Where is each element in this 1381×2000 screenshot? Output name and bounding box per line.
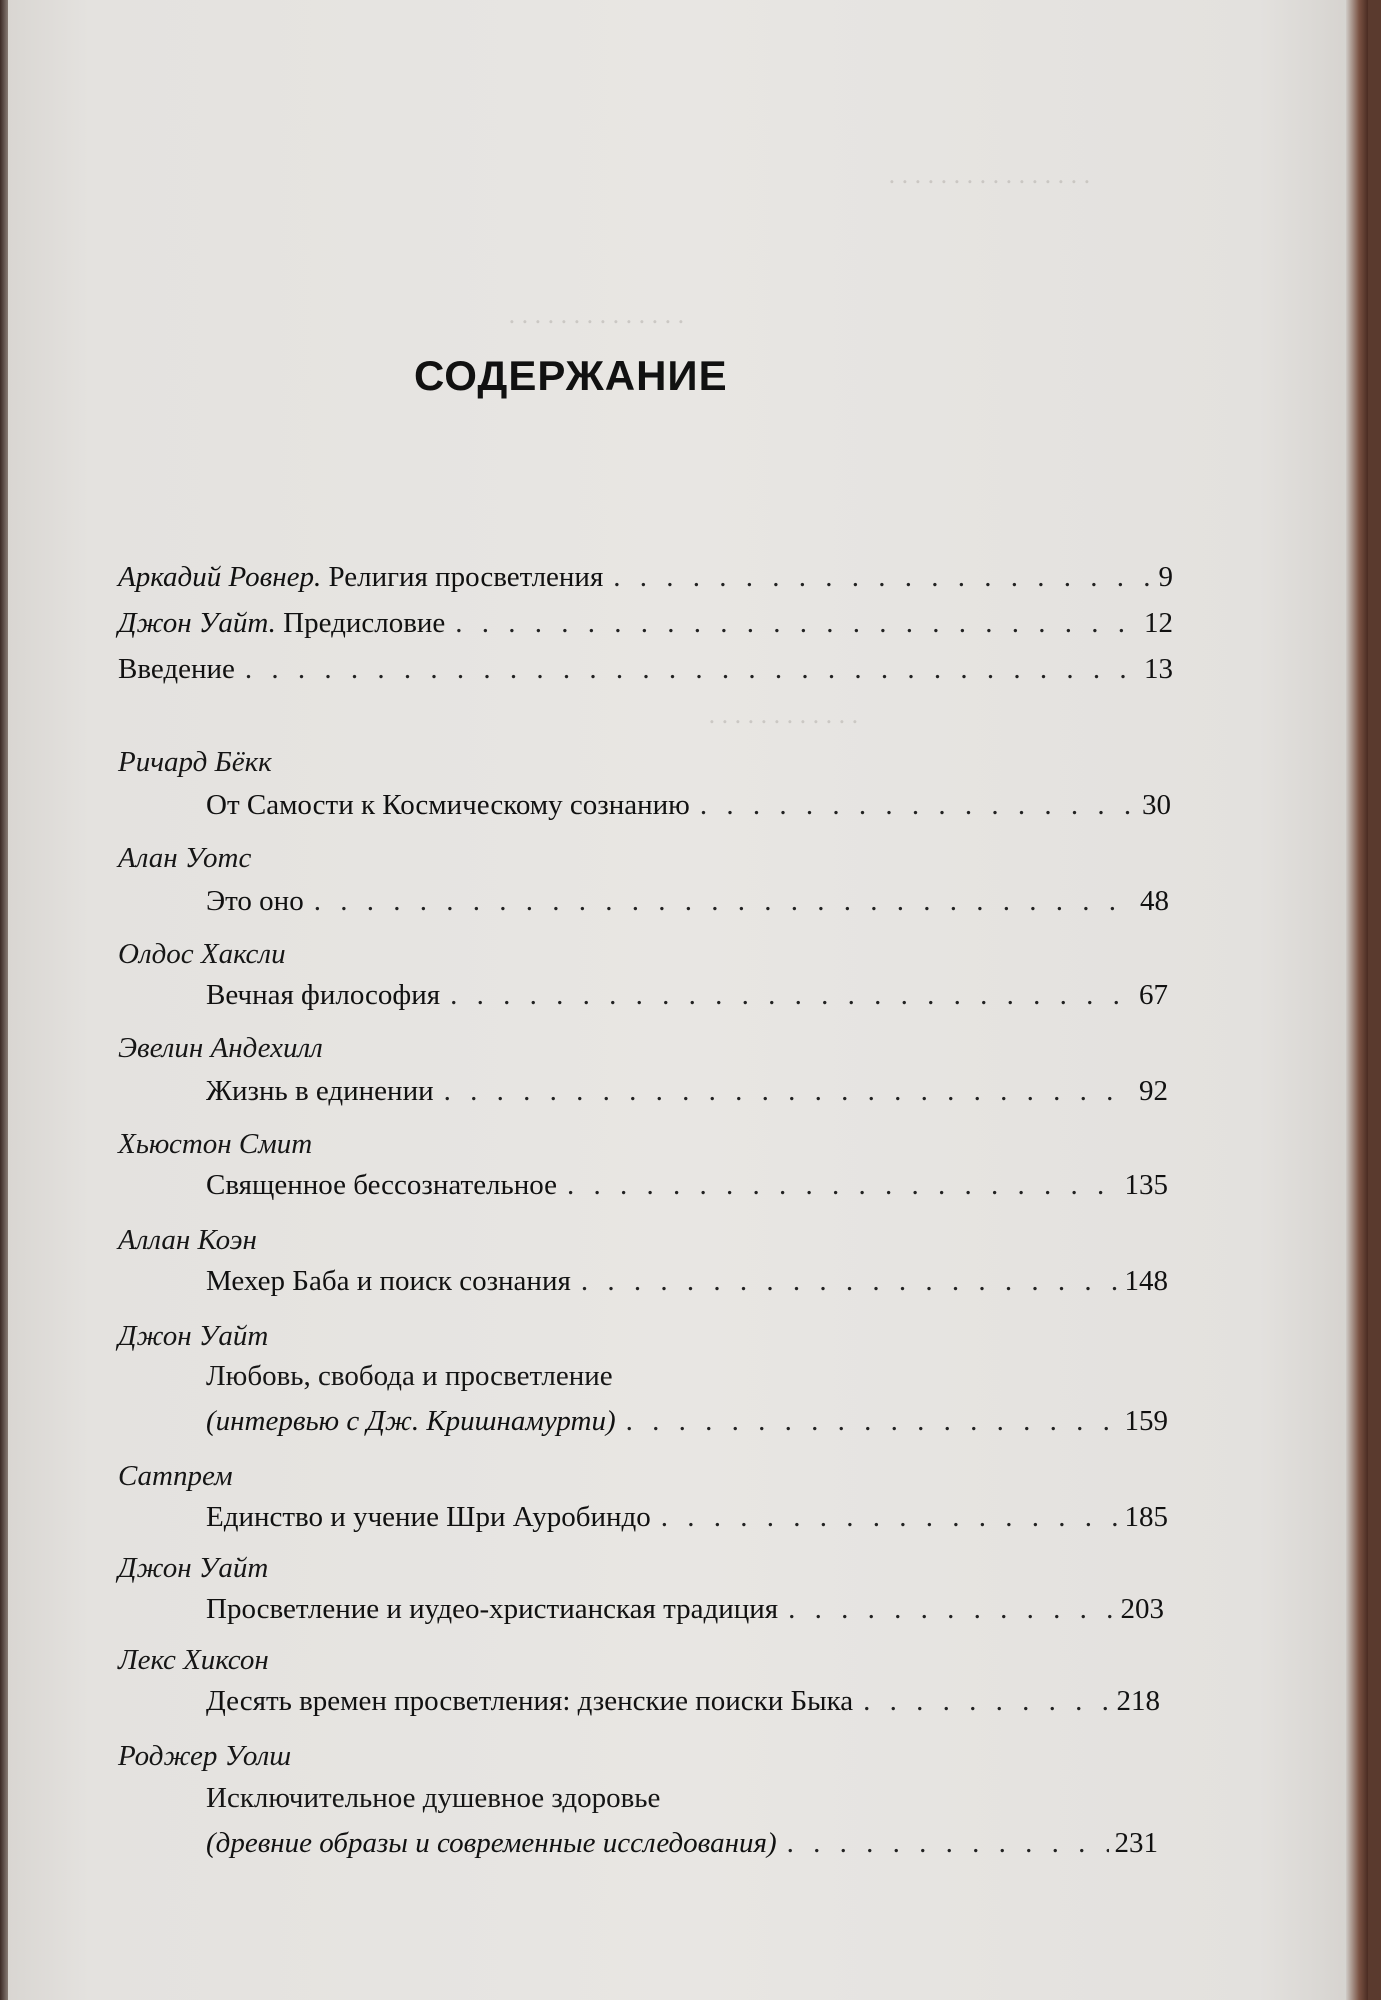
toc-entry (206, 1684, 1160, 1719)
toc-author: Алан Уотс (118, 842, 252, 874)
toc-author: Лекс Хиксон (118, 1644, 269, 1676)
toc-author: Роджер Уолш (118, 1740, 292, 1772)
toc-page-number: 185 (1124, 1501, 1168, 1533)
toc-author: Ричард Бёкк (118, 746, 272, 778)
toc-page-number: 218 (1116, 1685, 1160, 1717)
toc-entry (118, 560, 1173, 595)
dot-leader (863, 1684, 1110, 1719)
page-title: СОДЕРЖАНИЕ (414, 352, 728, 399)
dot-leader (567, 1168, 1118, 1203)
toc-subtitle: (интервью с Дж. Кришнамурти) (206, 1405, 616, 1437)
toc-page-number: 30 (1142, 789, 1171, 821)
toc-page-number: 48 (1140, 885, 1169, 917)
toc-author: Сатпрем (118, 1460, 233, 1492)
toc-title: Священное бессознательное (206, 1169, 558, 1201)
toc-title: Мехер Баба и поиск сознания (206, 1265, 571, 1297)
toc-entry (206, 1500, 1168, 1535)
toc-title: От Самости к Космическому сознанию (206, 789, 690, 821)
toc-title: Религия просветления (328, 561, 604, 593)
dot-leader (613, 560, 1152, 595)
toc-page-number: 135 (1124, 1169, 1168, 1201)
dot-leader (788, 1592, 1114, 1627)
toc-page-number: 12 (1144, 607, 1173, 639)
toc-author: Джон Уайт. (118, 607, 276, 639)
toc-title: Жизнь в единении (206, 1075, 434, 1107)
toc-entry (206, 1074, 1168, 1109)
toc-title: Предисловие (283, 607, 446, 639)
toc-entry (118, 652, 1173, 687)
toc-page-number: 67 (1139, 979, 1168, 1011)
toc-author: Джон Уайт (118, 1320, 269, 1352)
toc-page-number: 203 (1120, 1593, 1164, 1625)
dot-leader (455, 606, 1138, 641)
book-page (8, 0, 1368, 2000)
toc-entry (206, 1264, 1168, 1299)
toc-page-number: 92 (1139, 1075, 1168, 1107)
toc-author: Эвелин Андехилл (118, 1032, 323, 1064)
toc-page-number: 13 (1144, 653, 1173, 685)
toc-entry (206, 1168, 1168, 1203)
dot-leader (626, 1404, 1119, 1439)
toc-author: Аллан Коэн (118, 1224, 257, 1256)
dot-leader (787, 1826, 1109, 1861)
toc-entry (206, 1404, 1168, 1439)
toc-title: Это оно (206, 885, 304, 917)
toc-author: Джон Уайт (118, 1552, 269, 1584)
toc-page-number: 159 (1124, 1405, 1168, 1437)
dot-leader (581, 1264, 1119, 1299)
dot-leader (450, 978, 1133, 1013)
toc-title: Вечная философия (206, 979, 441, 1011)
toc-title: Любовь, свобода и просветление (206, 1360, 613, 1392)
toc-page-number: 9 (1158, 561, 1173, 593)
toc-title: Исключительное душевное здоровье (206, 1782, 661, 1814)
bleed-through-text: . . . . . . . . . . . . . . . . (888, 160, 1090, 189)
toc-entry (206, 884, 1169, 919)
dot-leader (245, 652, 1138, 687)
toc-author: Аркадий Ровнер. (118, 561, 322, 593)
toc-page-number: 148 (1124, 1265, 1168, 1297)
toc-subtitle: (древние образы и современные исследования) (206, 1827, 777, 1859)
toc-title: Десять времен просветления: дзенские поиски Быка (206, 1685, 854, 1717)
dot-leader (444, 1074, 1133, 1109)
toc-author: Хьюстон Смит (118, 1128, 313, 1160)
toc-title: Просветление и иудео-христианская традиция (206, 1593, 779, 1625)
bleed-through-text: . . . . . . . . . . . . . . (508, 300, 684, 329)
toc-entry (206, 1592, 1164, 1627)
book-cover-edge (1346, 0, 1368, 2000)
toc-entry (206, 788, 1171, 823)
toc-entry (118, 606, 1173, 641)
toc-page-number: 231 (1114, 1827, 1158, 1859)
dot-leader (661, 1500, 1119, 1535)
toc-title: Введение (118, 653, 235, 685)
bleed-through-text: . . . . . . . . . . . . (708, 700, 858, 729)
toc-author: Олдос Хаксли (118, 938, 286, 970)
toc-title: Единство и учение Шри Ауробиндо (206, 1501, 651, 1533)
table-of-contents (8, 0, 1368, 2000)
dot-leader (314, 884, 1134, 919)
dot-leader (700, 788, 1136, 823)
toc-entry (206, 978, 1168, 1013)
toc-entry (206, 1826, 1158, 1861)
